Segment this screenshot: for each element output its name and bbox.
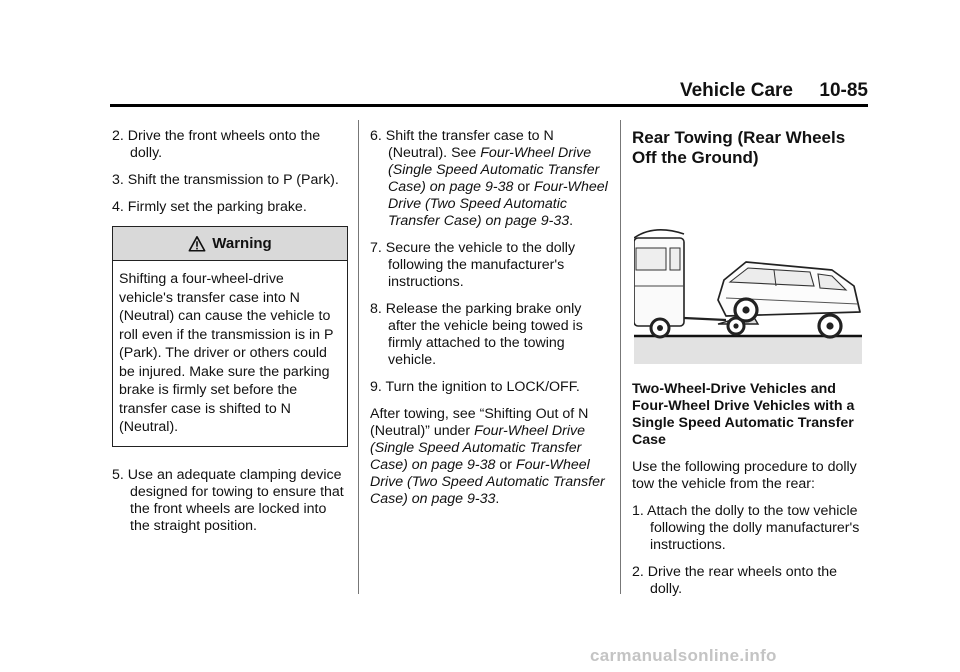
step-6 xyxy=(370,128,610,230)
header-rule xyxy=(110,104,868,107)
page-header xyxy=(110,80,868,104)
rear-step-2: 2. Drive the rear wheels onto the dolly. xyxy=(632,564,838,597)
header-section: Vehicle Care xyxy=(679,80,793,101)
rear-towing-illustration xyxy=(634,186,862,364)
warning-box xyxy=(112,226,348,447)
column-2 xyxy=(370,128,610,518)
column-divider-2 xyxy=(620,120,621,594)
intro-paragraph: Use the following procedure to dolly tow the vehicle from the rear: xyxy=(632,459,857,492)
warning-text: Shifting a four-wheel-drive vehicle's transfer case into N (Neutral) can cause the vehicle to roll even if the transmission is in P (Park). The driver or others could be injured. Make sure the parking brake is firmly set before the transfer case is shifted to N (Neutral). xyxy=(119,271,334,435)
after-towing-paragraph xyxy=(370,406,610,508)
step-5: 5. Use an adequate clamping device designed for towing to ensure that the front wheels are locked into the straight position. xyxy=(112,466,344,534)
column-1 xyxy=(112,128,348,545)
after-towing-text: After towing, see “Shifting Out of N (Neutral)” under xyxy=(370,406,589,439)
warning-header xyxy=(113,227,347,261)
column-divider-1 xyxy=(358,120,359,594)
watermark: carmanualsonline.info xyxy=(590,646,777,665)
step-9: 9. Turn the ignition to LOCK/OFF. xyxy=(370,379,580,395)
header-title xyxy=(680,80,868,102)
column-3 xyxy=(632,128,868,608)
step-6-link-two-speed[interactable]: Four-Wheel Drive (Two Speed Automatic Transfer Case) on page 9-33 xyxy=(388,179,608,229)
warning-title: Warning xyxy=(212,235,272,252)
step-7: 7. Secure the vehicle to the dolly following the manufacturer's instructions. xyxy=(370,240,576,290)
after-end: . xyxy=(495,491,500,507)
step-6-link-single-speed[interactable]: Four-Wheel Drive (Single Speed Automatic Transfer Case) on page 9-38 xyxy=(388,145,600,195)
figure-caption: Two-Wheel-Drive Vehicles and Four-Wheel Drive Vehicles with a Single Speed Automatic Transfer Case xyxy=(632,381,855,448)
step-4: 4. Firmly set the parking brake. xyxy=(112,199,307,215)
step-2: 2. Drive the front wheels onto the dolly. xyxy=(112,128,321,161)
rear-step-1: 1. Attach the dolly to the tow vehicle following the dolly manufacturer's instructions. xyxy=(632,503,860,553)
step-6-or: or xyxy=(513,179,534,195)
step-6-end: . xyxy=(569,213,574,229)
step-3: 3. Shift the transmission to P (Park). xyxy=(112,172,339,188)
after-link-two-speed[interactable]: Four-Wheel Drive (Two Speed Automatic Transfer Case) on page 9-33 xyxy=(370,457,605,507)
step-6-text: 6. Shift the transfer case to N (Neutral). See xyxy=(370,128,554,161)
section-heading: Rear Towing (Rear Wheels Off the Ground) xyxy=(632,128,846,167)
after-or: or xyxy=(495,457,516,473)
header-page-number: 10-85 xyxy=(819,80,868,101)
motorhome-graphic xyxy=(634,230,684,337)
ground-shading xyxy=(634,336,862,364)
step-8: 8. Release the parking brake only after the vehicle being towed is firmly attached to the towing vehicle. xyxy=(370,301,583,368)
warning-icon xyxy=(188,235,206,253)
after-link-single-speed[interactable]: Four-Wheel Drive (Single Speed Automatic Transfer Case) on page 9-38 xyxy=(370,423,585,473)
